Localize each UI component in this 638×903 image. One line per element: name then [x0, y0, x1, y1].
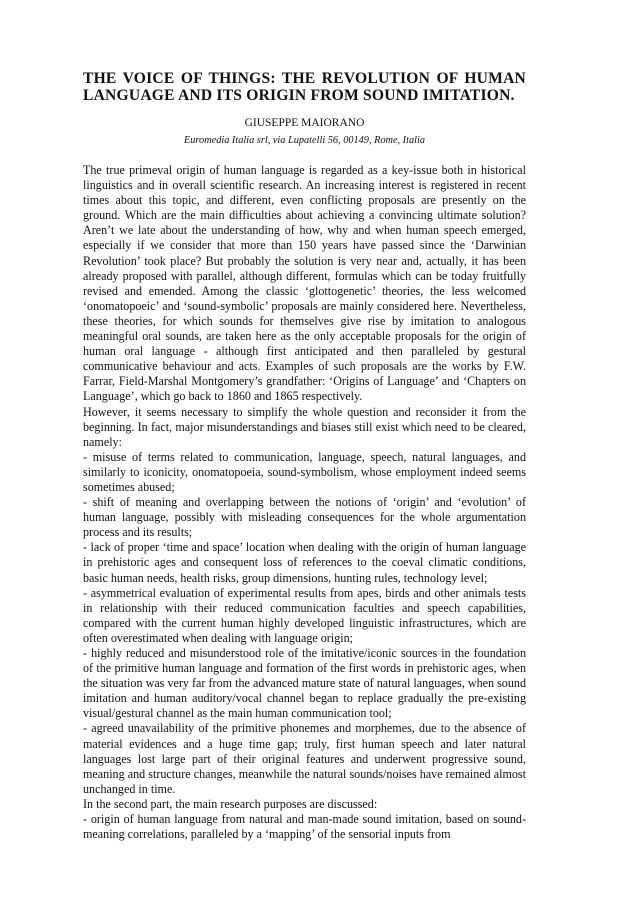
- title-line-1: THE VOICE OF THINGS: THE REVOLUTION OF HUMAN: [83, 70, 526, 87]
- paper-page: [83, 70, 526, 842]
- author-name: GIUSEPPE MAIORANO: [244, 117, 365, 129]
- list-item-primitive-phonemes: - agreed unavailability of the primitive phonemes and morphemes, due to the absence of material evidences and a huge time gap; truly, first human speech and later natural languages lost large part of their original features and underwent progressive sound, meaning and structure changes, meanwhile the natural sounds/noises have remained almost unchanged in time.: [83, 721, 526, 796]
- list-item-imitative-sources: - highly reduced and misunderstood role of the imitative/iconic sources in the foundation of the primitive human language and formation of the first words in prehistoric ages, when the situation was very far from the advanced mature state of natural languages, when sound imitation and human auditory/vocal channel began to replace gradually the pre-existing visual/gestural channel as the main human communication tool;: [83, 646, 526, 721]
- paragraph-intro: The true primeval origin of human language is regarded as a key-issue both in historical linguistics and in overall scientific research. An increasing interest is registered in recent times about this topic, and different, even conflicting proposals are presently on the ground. Which are the main difficulties about achieving a convincing ultimate solution? Aren’t we late about the understanding of how, why and when human speech emerged, especially if we consider that more than 150 years have passed since the ‘Darwinian Revolution’ took place? But probably the solution is very near and, actually, it has been already proposed with parallel, although different, formulas which can be today fruitfully revised and emended. Among the classic ‘glottogenetic’ theories, the less welcomed ‘onomatopoeic’ and ‘sound-symbolic’ proposals are mainly considered here. Nevertheless, these theories, for which sounds for themselves give rise by imitation to analogous meaningful oral sounds, are taken here as the only acceptable proposals for the origin of human oral language - although first anticipated and then paralleled by gestural communicative behaviour and acts. Examples of such proposals are the works by F.W. Farrar, Field-Marshal Montgomery’s grandfather: ‘Origins of Language’ and ‘Chapters on Language’, which go back to 1860 and 1865 respectively.: [83, 163, 526, 404]
- author-affiliation: Euromedia Italia srl, via Lupatelli 56, 00149, Rome, Italia: [183, 135, 425, 146]
- list-item-shift-of-meaning: - shift of meaning and overlapping between the notions of ‘origin’ and ‘evolution’ of human language, possibly with misleading consequences for the whole argumentation process and its results;: [83, 495, 526, 540]
- paper-title: [83, 70, 526, 104]
- list-item-sound-imitation: - origin of human language from natural and man-made sound imitation, based on sound-meaning correlations, paralleled by a ‘mapping’ of the sensorial inputs from: [83, 812, 526, 842]
- list-item-time-and-space: - lack of proper ‘time and space’ location when dealing with the origin of human language in prehistoric ages and consequent loss of references to the coeval climatic conditions, basic human needs, health risks, group dimensions, hunting rules, technology level;: [83, 540, 526, 585]
- title-line-2: LANGUAGE AND ITS ORIGIN FROM SOUND IMITATION.: [83, 87, 515, 104]
- abstract-body: [83, 163, 526, 842]
- list-item-asymmetrical-evaluation: - asymmetrical evaluation of experimental results from apes, birds and other animals tests in relationship with their reduced communication faculties and speech capabilities, compared with the current human highly developed linguistic infrastructures, which are often overestimated when dealing with language origin;: [83, 585, 526, 645]
- list-item-misuse-of-terms: - misuse of terms related to communication, language, speech, natural languages, and similarly to iconicity, onomatopoeia, sound-symbolism, whose employment indeed seems sometimes abused;: [83, 449, 526, 494]
- paragraph-however: However, it seems necessary to simplify the whole question and reconsider it from the beginning. In fact, major misunderstandings and biases still exist which need to be cleared, namely:: [83, 404, 526, 449]
- paragraph-second-part: In the second part, the main research purposes are discussed:: [83, 796, 378, 811]
